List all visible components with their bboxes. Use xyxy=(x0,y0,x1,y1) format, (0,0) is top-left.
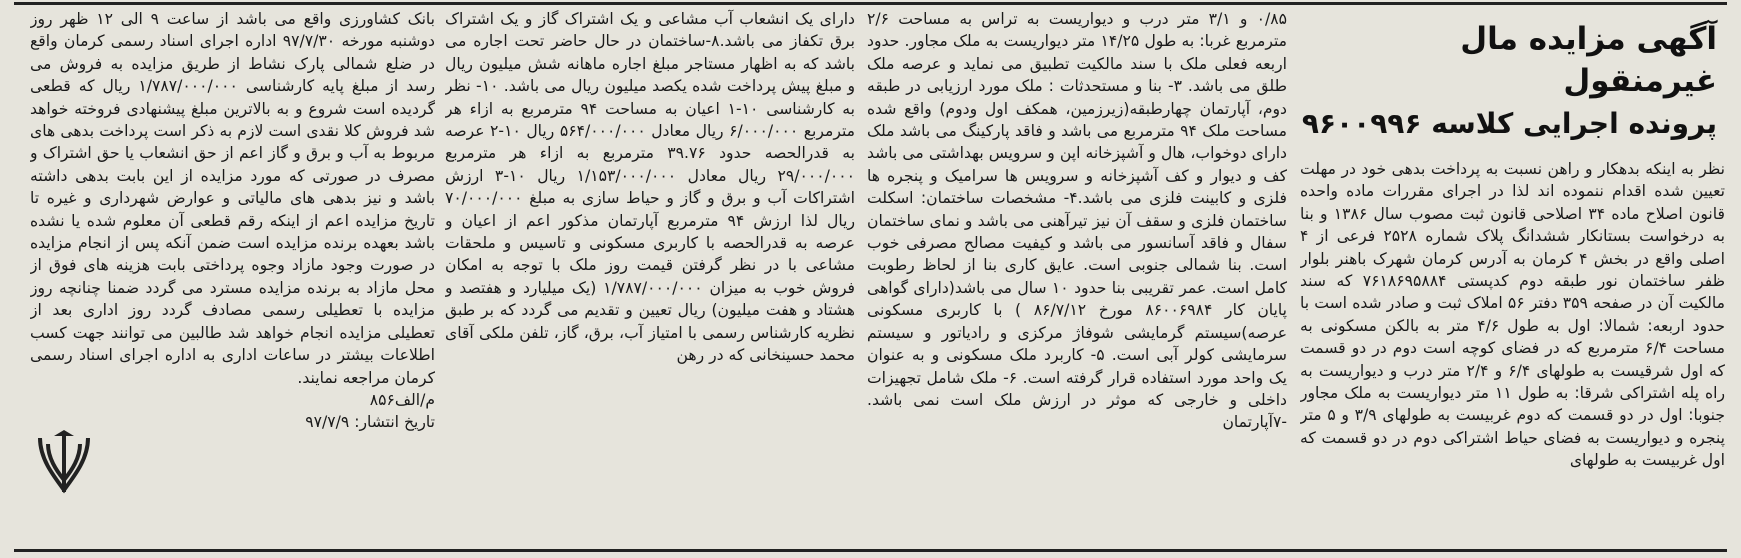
notice-subtitle: پرونده اجرایی کلاسه ۹۶۰۰۹۹۶ xyxy=(1301,107,1717,140)
publish-date: تاریخ انتشار: ۹۷/۷/۹ xyxy=(305,413,435,432)
notice-code: م/الف۸۵۶ xyxy=(369,390,435,409)
bottom-rule xyxy=(14,549,1727,552)
column-3-text: دارای یک انشعاب آب مشاعی و یک اشتراک گاز و یک اشتراک برق تکفاز می باشد.۸-ساختمان در حال حاضر تحت اجاره می باشد که به اظهار مستاجر مبلغ اجاره ماهانه شش میلیون ریال و مبلغ پیش پرداخت شده یکصد میلیون ریال می باشد. ۱۰- نظر به کارشناسی ۱۰-۱ اعیان به مساحت ۹۴ مترمربع به ازاء هر مترمربع ۶/۰۰۰/۰۰۰ ریال معادل ۵۶۴/۰۰۰/۰۰۰ ریال ۱۰-۲ عرصه به قدرالحصه حدود ۳۹.۷۶ مترمربع به ازاء هر مترمربع ۲۹/۰۰۰/۰۰۰ ریال معادل ۱/۱۵۳/۰۰۰/۰۰۰ ریال ۱۰-۳ ارزش اشتراکات آب و برق و گاز و حیاط سازی به مبلغ ۷۰/۰۰۰/۰۰۰ ریال لذا ارزش ۹۴ مترمربع آپارتمان مذکور اعم از اعیان و عرصه به قدرالحصه با کاربری مسکونی و تاسیس و ملحقات مشاعی با در نظر گرفتن قیمت روز ملک با توجه به امکان فروش خوب به میزان ۱/۷۸۷/۰۰۰/۰۰۰ (یک میلیارد و هفتصد و هشتاد و هفت میلیون) ریال تعیین و تقدیم می گردد که بر طبق نظریه کارشناس رسمی با امتیاز آب، برق، گاز، تلفن ملکی آقای محمد حسینخانی که در رهن xyxy=(445,10,855,365)
notice-title: آگهی مزایده مال غیرمنقول xyxy=(1460,21,1717,99)
column-2 xyxy=(867,8,1287,544)
column-2-text: ۰/۸۵ و ۳/۱ متر درب و دیواریست به تراس به مساحت ۲/۶ مترمربع غربا: به طول ۱۴/۲۵ متر دیواریست به ملک مجاور. حدود اربعه فعلی ملک با سند مالکیت تطبیق می نماید و عرصه ملک طلق می باشد. ۳- بنا و مستحدثات : ملک مورد ارزیابی در طبقه دوم، آپارتمان چهارطبقه(زیرزمین، همکف اول ودوم) واقع شده مساحت ملک ۹۴ مترمربع می باشد و فاقد پارکینگ می باشد ملک دارای دوخواب، هال و آشپزخانه اپن و سرویس بهداشتی می باشد کف و دیوار و کف آشپزخانه و سرویس ها سرامیک و پنجره ها فلزی و کابینت فلزی می باشد.۴- مشخصات ساختمان: اسکلت ساختمان فلزی و سقف آن نیز تیرآهنی می باشد و نمای ساختمان سفال و فاقد آسانسور می باشد و کیفیت مصالح مصرفی خوب است. بنا شمالی جنوبی است. عایق کاری بنا از لحاظ رطوبت کامل است. عمر تقریبی بنا حدود ۱۰ سال می باشد(دارای گواهی پایان کار ۸۶۰۰۶۹۸۴ مورخ ۸۶/۷/۱۲ ) با کاربری مسکونی عرصه)سیستم گرمایشی شوفاژ مرکزی و رادیاتور و سیستم سرمایشی کولر آبی است. ۵- کاربرد ملک مسکونی و به عنوان یک واحد مورد استفاده قرار گرفته است. ۶- ملک شامل تجهیزات داخلی و خارجی که موثر در ارزش ملک است نمی باشد. -۷آپارتمان xyxy=(867,10,1287,432)
column-4-text: بانک کشاورزی واقع می باشد از ساعت ۹ الی ۱۲ ظهر روز دوشنبه مورخه ۹۷/۷/۳۰ اداره اجرای اسناد رسمی کرمان واقع در ضلع شمالی پارک نشاط از طریق مزایده به فروش می رسد از مبلغ پایه کارشناسی ۱/۷۸۷/۰۰۰/۰۰۰ ریال که قطعی گردیده است شروع و به بالاترین مبلغ پیشنهادی فروخته خواهد شد فروش کلا نقدی است لازم به ذکر است پرداخت بدهی های مربوط به آب و برق و گاز اعم از حق انشعاب یا حق اشتراک و مصرف در صورتی که مورد مزایده از این بابت بدهی داشته باشد و نیز بدهی های مالیاتی و عوارض شهرداری و غیره تا تاریخ مزایده اعم از اینکه رقم قطعی آن معلوم شده یا نشده باشد بعهده برنده مزایده است ضمن آنکه پس از انجام مزایده در صورت وجود مازاد وجوه پرداختی بابت هزینه های فوق از محل مازاد به برنده مزایده مسترد می گردد ضمنا چنانچه روز مزایده با تعطیلی رسمی مصادف گردد روز اداری بعد از تعطیلی مزایده انجام خواهد شد طالبین می توانند جهت کسب اطلاعات بیشتر در ساعات اداری به اداره اجرای اسناد رسمی کرمان مراجعه نمایند. xyxy=(30,10,435,387)
top-rule xyxy=(14,2,1727,5)
column-1 xyxy=(1300,8,1725,544)
column-1-text: نظر به اینکه بدهکار و راهن نسبت به پرداخت بدهی خود در مهلت تعیین شده اقدام ننموده اند لذا در اجرای مقررات ماده واحده قانون اصلاح ماده ۳۴ اصلاحی قانون ثبت مصوب سال ۱۳۸۶ و بنا به درخواست بستانکار ششدانگ پلاک شماره ۲۵۲۸ فرعی از ۴ اصلی واقع در بخش ۴ کرمان به آدرس کرمان شهرک باهنر بلوار ظفر ساختمان نور طبقه دوم کدپستی ۷۶۱۸۶۹۵۸۸۴ که سند مالکیت آن در صفحه ۳۵۹ دفتر ۵۶ املاک ثبت و صادر شده است با حدود اربعه: شمالا: اول به طول ۴/۶ متر به بالکن مسکونی به مساحت ۶/۴ مترمربع که در فضای کوچه است دوم در دو قسمت که اول شرقیست به طولهای ۶/۴ و ۲/۴ متر درب و دیواریست به راه پله اشتراکی شرقا: به طول ۱۱ متر دیواریست به ملک مجاور جنوبا: اول در دو قسمت که دوم غربیست به طولهای ۳/۹ و ۵ متر پنجره و دیواریست به فضای حیاط اشتراکی دوم در دو قسمت که اول غربیست به طولهای xyxy=(1300,160,1725,470)
judiciary-emblem-icon xyxy=(32,430,96,500)
column-3 xyxy=(445,8,855,544)
